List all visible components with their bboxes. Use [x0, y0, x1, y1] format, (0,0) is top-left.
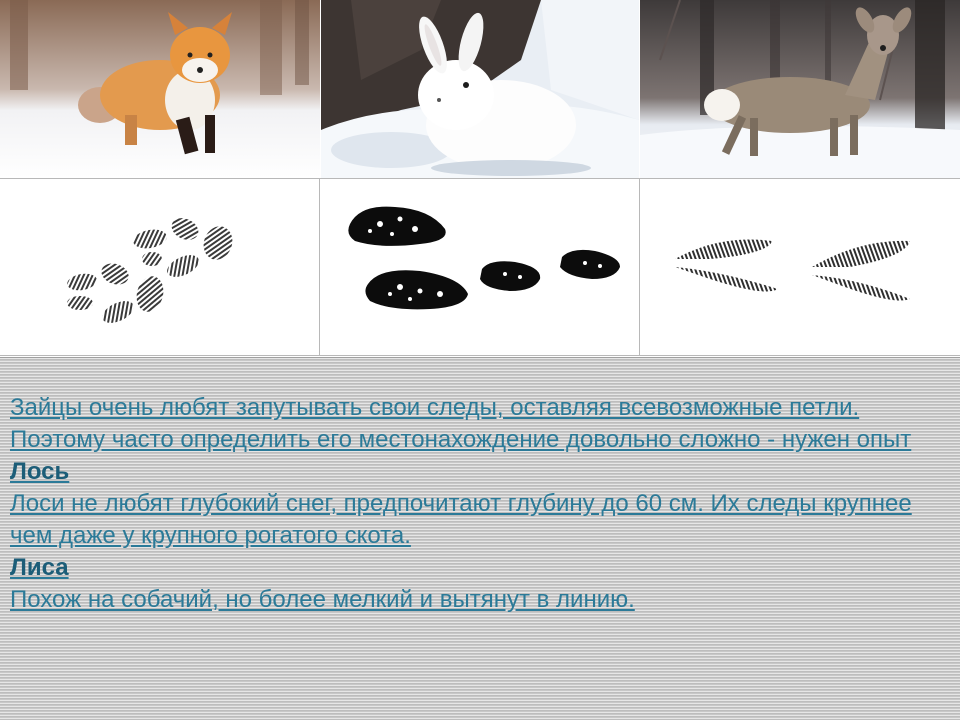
hare-photo: [321, 0, 639, 178]
hare-paragraph[interactable]: Зайцы очень любят запутывать свои следы, оставляя всевозможные петли. Поэтому часто определить его местонахождение довольно сложно - нужен опыт: [10, 394, 912, 453]
fox-tracks: [0, 179, 320, 355]
deer-tracks: [640, 179, 960, 355]
fox-heading[interactable]: Лиса: [10, 554, 69, 581]
deer-photo: [640, 0, 960, 178]
tracks-row: [0, 178, 960, 356]
hare-tracks: [320, 179, 640, 355]
text-panel: [0, 357, 960, 720]
moose-paragraph[interactable]: Лоси не любят глубокий снег, предпочитают глубину до 60 см. Их следы крупнее чем даже у крупного рогатого скота.: [10, 490, 912, 549]
text-block: [10, 392, 930, 616]
fox-photo: [0, 0, 320, 178]
moose-heading[interactable]: Лось: [10, 458, 70, 485]
photo-row: [0, 0, 960, 178]
fox-paragraph[interactable]: Похож на собачий, но более мелкий и вытянут в линию.: [10, 586, 635, 613]
